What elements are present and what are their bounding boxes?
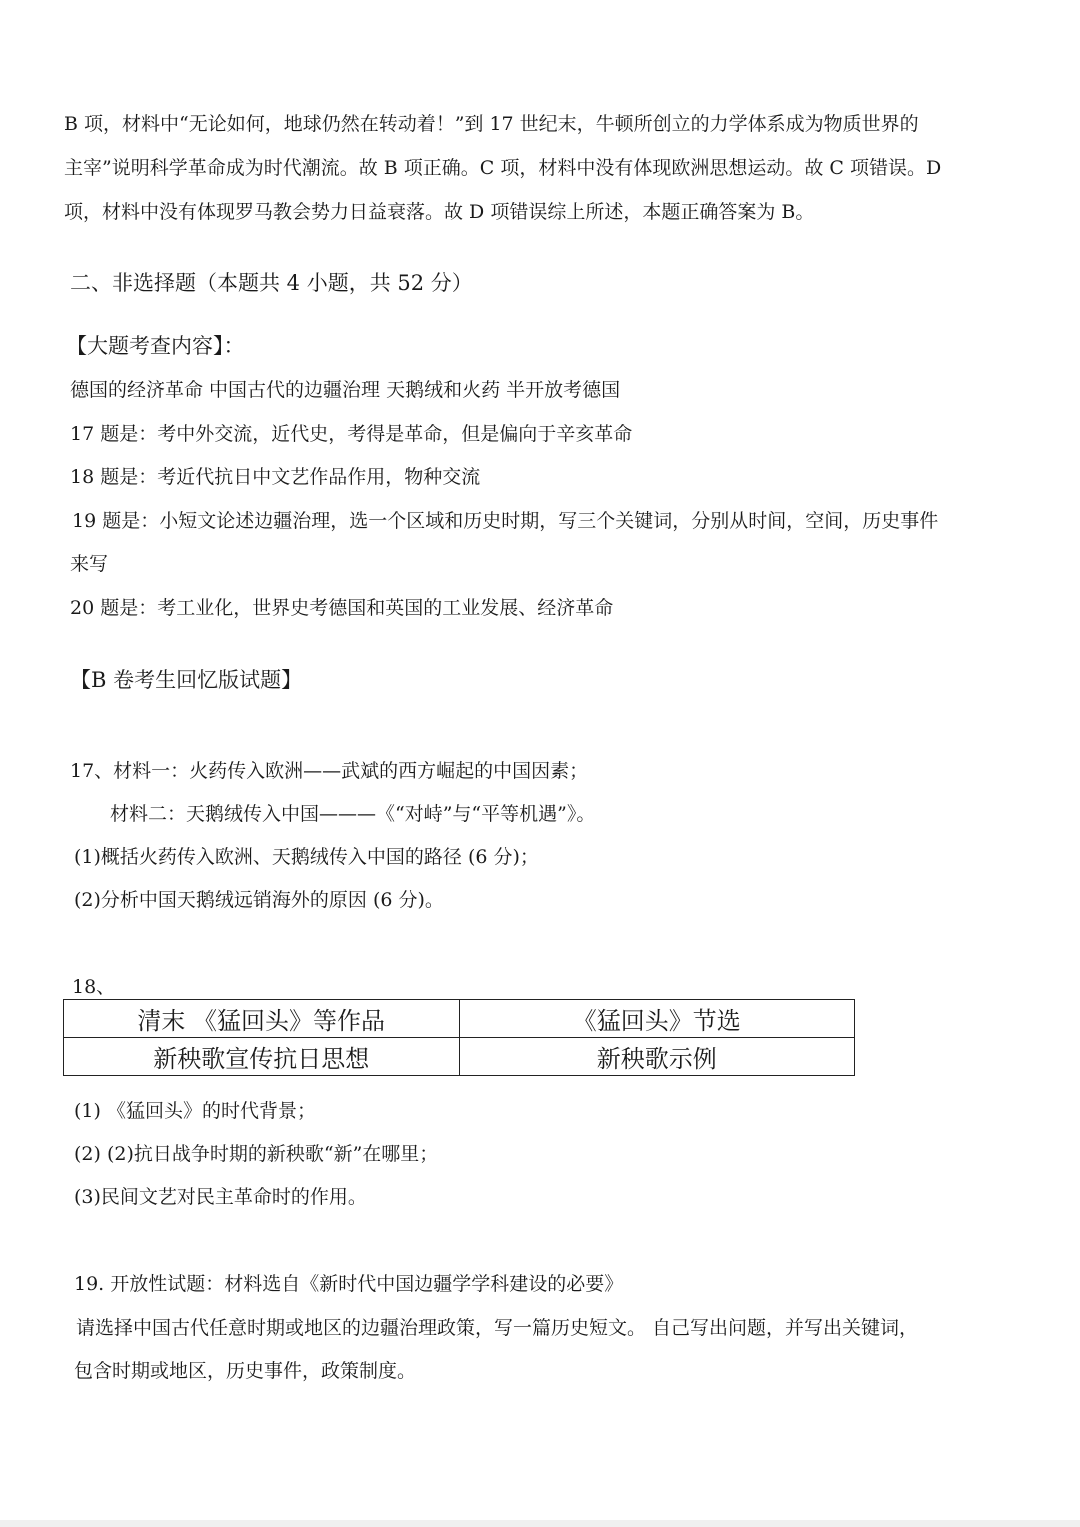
table-row — [64, 1038, 855, 1076]
section-heading: 二、非选择题（本题共 4 小题，共 52 分） — [70, 271, 473, 295]
q18-number: 18、 — [72, 976, 116, 998]
table-cell: 清末 《猛回头》等作品 — [64, 1000, 460, 1038]
q18-part-2: (2) (2)抗日战争时期的新秧歌“新”在哪里； — [74, 1143, 439, 1165]
table-row — [64, 1000, 855, 1038]
b-paper-title: 【B 卷考生回忆版试题】 — [70, 668, 303, 692]
q19-line-2: 包含时期或地区，历史事件，政策制度。 — [74, 1360, 417, 1382]
q18-description: 18 题是：考近代抗日中文艺作品作用，物种交流 — [70, 466, 481, 488]
q17-part-2: (2)分析中国天鹅绒远销海外的原因 (6 分)。 — [74, 889, 444, 911]
topics-line: 德国的经济革命 中国古代的边疆治理 天鹅绒和火药 半开放考德国 — [70, 379, 621, 401]
q17-description: 17 题是：考中外交流，近代史，考得是革命，但是偏向于辛亥革命 — [70, 423, 633, 445]
q17-material-1: 17、材料一：火药传入欧洲——武斌的西方崛起的中国因素； — [70, 760, 589, 782]
q18-part-3: (3)民间文艺对民主革命时的作用。 — [74, 1186, 367, 1208]
answer-line-3: 项，材料中没有体现罗马教会势力日益衰落。故 D 项错误综上所述，本题正确答案为 B。 — [64, 201, 815, 223]
q18-part-1: (1) 《猛回头》的时代背景； — [74, 1100, 316, 1122]
page-bottom-edge — [0, 1520, 1080, 1527]
q20-description: 20 题是：考工业化，世界史考德国和英国的工业发展、经济革命 — [70, 597, 614, 619]
table-cell: 《猛回头》节选 — [459, 1000, 855, 1038]
q19-title: 19. 开放性试题：材料选自《新时代中国边疆学学科建设的必要》 — [74, 1273, 624, 1295]
q19-description-line-2: 来写 — [70, 553, 109, 575]
q18-table — [63, 999, 855, 1076]
answer-line-2: 主宰”说明科学革命成为时代潮流。故 B 项正确。C 项，材料中没有体现欧洲思想运动。故 C 项错误。D — [64, 157, 942, 179]
content-title: 【大题考查内容】： — [66, 334, 245, 358]
table-cell: 新秧歌示例 — [459, 1038, 855, 1076]
q19-line-1: 请选择中国古代任意时期或地区的边疆治理政策，写一篇历史短文。 自己写出问题，并写出关键词， — [76, 1317, 919, 1339]
q17-part-1: (1)概括火药传入欧洲、天鹅绒传入中国的路径 (6 分)； — [74, 846, 539, 868]
table-cell: 新秧歌宣传抗日思想 — [64, 1038, 460, 1076]
answer-line-1: B 项，材料中“无论如何，地球仍然在转动着！”到 17 世纪末，牛顿所创立的力学体系成为物质世界的 — [64, 113, 919, 135]
q19-description-line-1: 19 题是：小短文论述边疆治理，选一个区域和历史时期，写三个关键词，分别从时间，空间，历史事件 — [72, 510, 939, 532]
q17-material-2: 材料二：天鹅绒传入中国———《“对峙”与“平等机遇”》。 — [110, 803, 596, 825]
